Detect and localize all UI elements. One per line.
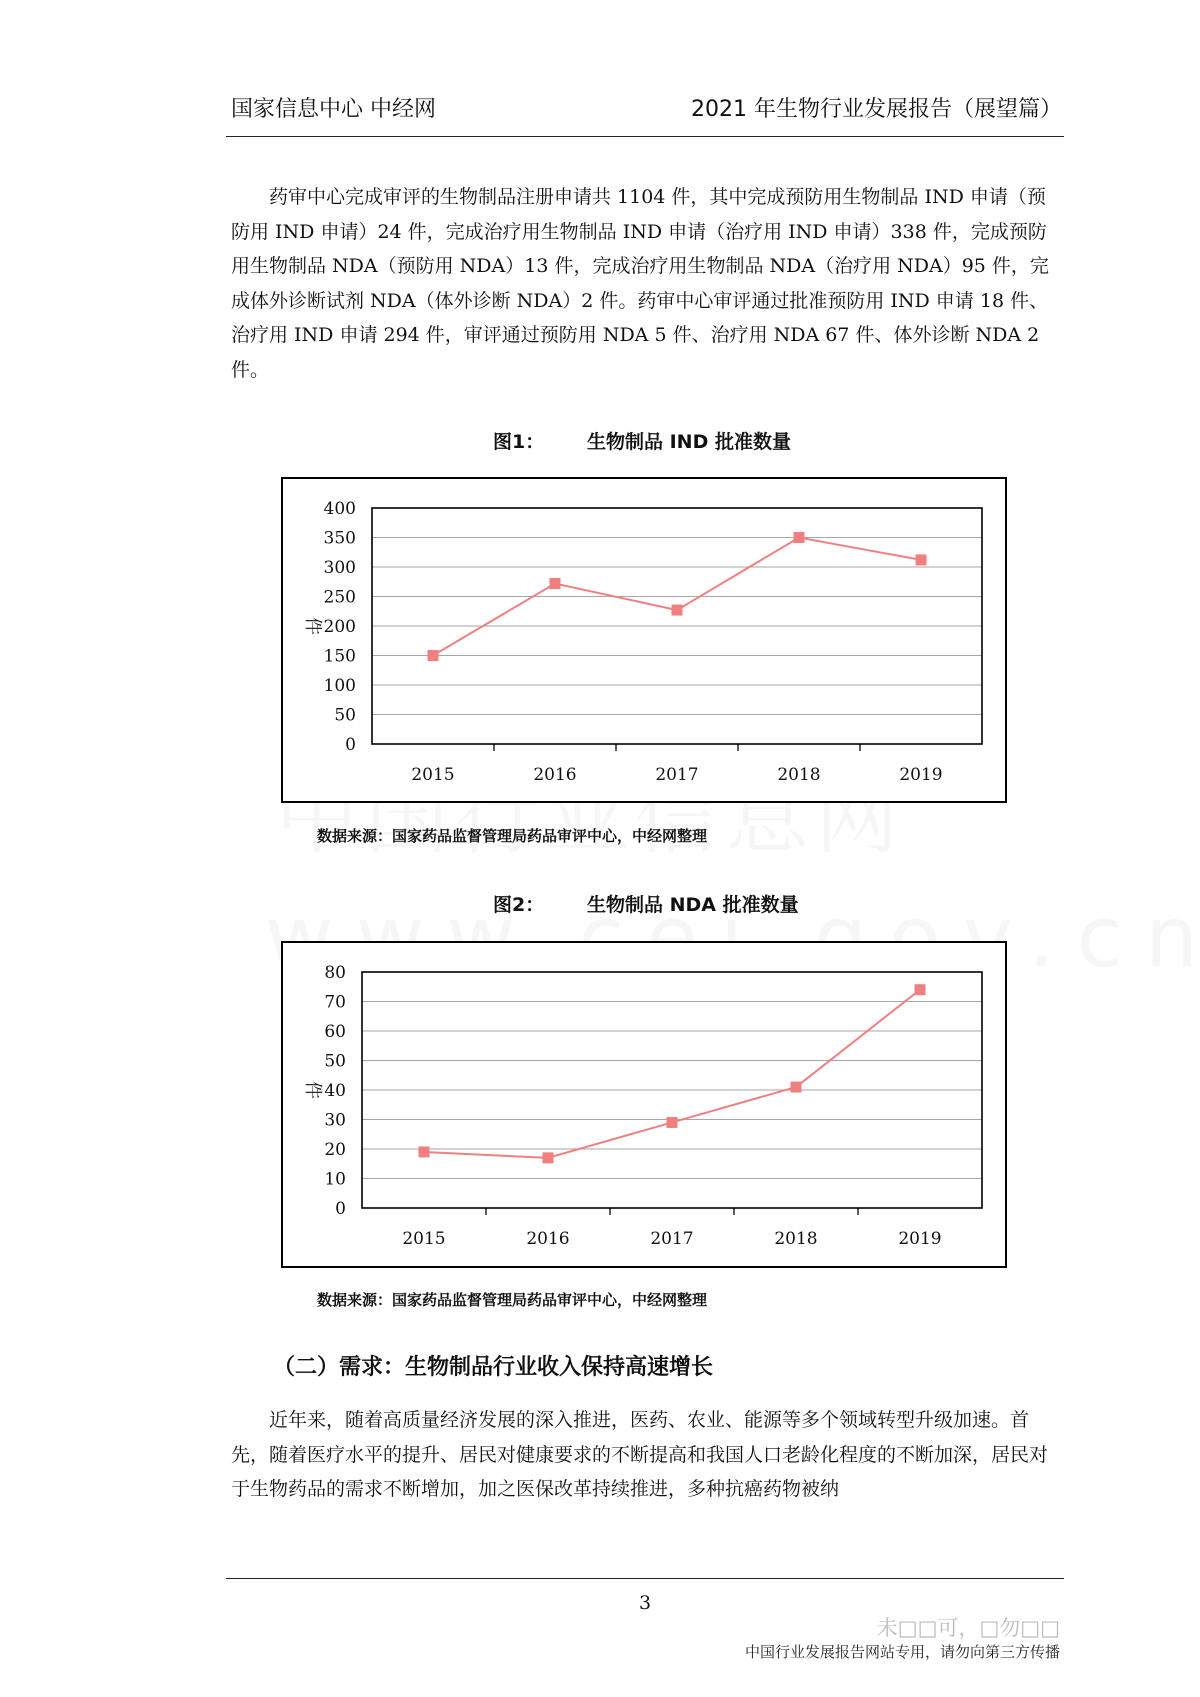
paragraph-demand: 近年来，随着高质量经济发展的深入推进，医药、农业、能源等多个领域转型升级加速。首先，随着医疗水平的提升、居民对健康要求的不断提高和我国人口老龄化程度的不断加深，居民对于生物药品的需求不断增加，加之医保改革持续推进，多种抗癌药物被纳 xyxy=(231,1409,1049,1500)
y-tick-label: 20 xyxy=(324,1140,346,1160)
y-tick-label: 30 xyxy=(324,1110,346,1131)
x-tick-label: 2019 xyxy=(899,765,943,785)
y-tick-label: 40 xyxy=(324,1081,346,1101)
header-publisher: 国家信息中心 中经网 xyxy=(231,97,436,122)
y-tick-label: 0 xyxy=(345,735,356,755)
data-point xyxy=(667,1117,678,1128)
y-tick-label: 0 xyxy=(335,1199,346,1219)
y-axis-label: 件 xyxy=(302,617,323,635)
y-tick-label: 60 xyxy=(324,1022,346,1042)
data-point xyxy=(794,532,805,543)
data-point xyxy=(550,578,561,589)
figure2-chart-frame xyxy=(281,941,1007,1268)
y-tick-label: 50 xyxy=(324,1051,346,1072)
data-point xyxy=(791,1082,802,1093)
header-divider xyxy=(226,136,1064,137)
figure2-chart xyxy=(283,943,1005,1266)
data-point xyxy=(916,554,927,565)
figure2-source: 数据来源：国家药品监督管理局药品审评中心，中经网整理 xyxy=(317,1291,708,1309)
y-tick-label: 300 xyxy=(323,558,356,578)
x-tick-label: 2017 xyxy=(650,1229,694,1249)
x-tick-label: 2018 xyxy=(774,1229,818,1249)
footer-divider xyxy=(226,1578,1064,1579)
figure1-source: 数据来源：国家药品监督管理局药品审评中心，中经网整理 xyxy=(317,827,708,845)
y-tick-label: 250 xyxy=(323,587,356,608)
figure1-chart-frame xyxy=(281,477,1007,803)
footer-note: 中国行业发展报告网站专用，请勿向第三方传播 xyxy=(744,1643,1060,1661)
data-point xyxy=(915,984,926,995)
x-tick-label: 2016 xyxy=(526,1229,570,1249)
section-heading: （二）需求：生物制品行业收入保持高速增长 xyxy=(273,1355,714,1380)
footer-mark: 未□□可，□勿□□ xyxy=(876,1616,1060,1640)
x-tick-label: 2017 xyxy=(655,765,699,785)
figure2-title: 生物制品 NDA 批准数量 xyxy=(587,894,799,916)
page-number: 3 xyxy=(638,1592,652,1614)
data-point xyxy=(543,1152,554,1163)
y-tick-label: 80 xyxy=(324,963,346,983)
figure2-label: 图2： xyxy=(493,894,545,916)
data-point xyxy=(428,650,439,661)
data-point xyxy=(419,1146,430,1157)
y-axis-label: 件 xyxy=(302,1081,323,1099)
y-tick-label: 100 xyxy=(323,676,356,696)
data-point xyxy=(672,605,683,616)
x-tick-label: 2016 xyxy=(533,765,577,785)
header-report-title: 2021 年生物行业发展报告（展望篇） xyxy=(691,97,1062,122)
x-tick-label: 2015 xyxy=(402,1229,446,1249)
figure1-title: 生物制品 IND 批准数量 xyxy=(587,431,791,453)
y-tick-label: 200 xyxy=(323,617,356,637)
x-tick-label: 2015 xyxy=(411,765,455,785)
y-tick-label: 10 xyxy=(324,1169,346,1190)
figure1-label: 图1： xyxy=(493,431,545,453)
y-tick-label: 400 xyxy=(323,499,356,519)
x-tick-label: 2019 xyxy=(898,1229,942,1249)
x-tick-label: 2018 xyxy=(777,765,821,785)
paragraph-approvals: 药审中心完成审评的生物制品注册申请共 1104 件，其中完成预防用生物制品 IND 申请（预防用 IND 申请）24 件，完成治疗用生物制品 IND 申请（治疗用 IND 申请）338 件，完成预防用生物制品 NDA（预防用 NDA）13 件，完成治疗用生物制品 NDA（治疗用 NDA）95 件，完成体外诊断试剂 NDA（体外诊断 NDA）2 件。药审中心审评通过批准预防用 IND 申请 18 件、治疗用 IND 申请 294 件，审评通过预防用 NDA 5 件、治疗用 NDA 67 件、体外诊断 NDA 2 件。 xyxy=(231,186,1049,381)
y-tick-label: 350 xyxy=(323,528,356,549)
y-tick-label: 150 xyxy=(323,646,356,667)
figure1-chart xyxy=(283,479,1005,801)
y-tick-label: 70 xyxy=(324,992,346,1013)
y-tick-label: 50 xyxy=(334,705,356,726)
